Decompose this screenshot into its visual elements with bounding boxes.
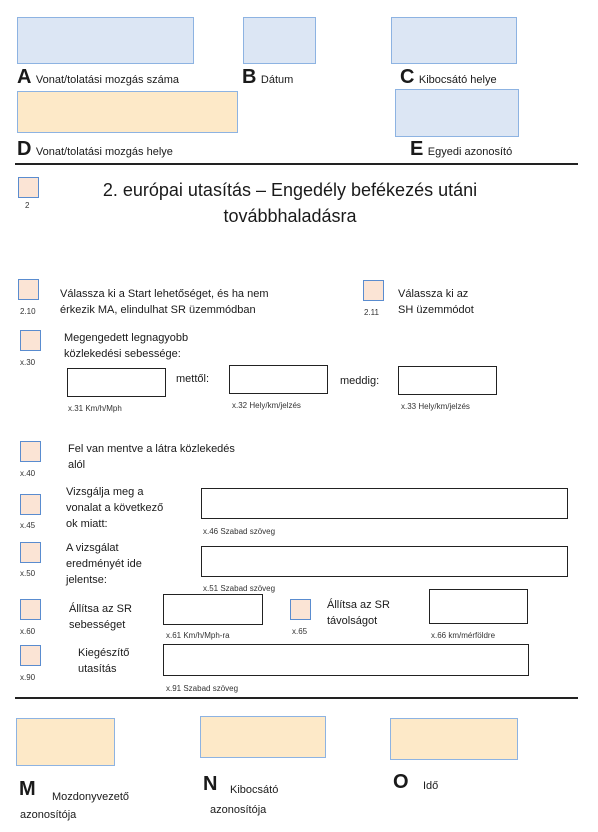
checkbox-x50[interactable] xyxy=(20,542,41,563)
x50-line-3: jelentse: xyxy=(66,574,107,586)
label-m xyxy=(18,788,129,824)
label-m-line-2: azonosítója xyxy=(20,809,77,821)
label-c-text: Kibocsátó helye xyxy=(418,74,497,86)
field-c-issuer-location[interactable] xyxy=(391,17,517,64)
speed-to-input[interactable] xyxy=(398,366,497,395)
x50-line-1: A vizsgálat xyxy=(66,542,119,554)
label-m-line-1: Mozdonyvezető xyxy=(52,791,130,803)
field-x66-label: x.66 km/mérföldre xyxy=(431,631,496,640)
label-a xyxy=(17,66,179,89)
label-e xyxy=(410,138,512,161)
checkbox-x65[interactable] xyxy=(290,599,311,620)
label-d xyxy=(17,138,173,161)
code-2-11: 2.11 xyxy=(364,308,379,317)
x90-line-2: utasítás xyxy=(78,663,117,675)
field-b-date[interactable] xyxy=(243,17,316,64)
checkbox-x40[interactable] xyxy=(20,441,41,462)
letter-e: E xyxy=(410,138,424,160)
speed-from-input[interactable] xyxy=(229,365,328,394)
label-b-text: Dátum xyxy=(260,74,294,86)
option-2-10-line-1: Válassza ki a Start lehetőséget, és ha nem xyxy=(60,288,269,300)
x40-line-2: alól xyxy=(68,459,86,471)
field-x61-label: x.61 Km/h/Mph-ra xyxy=(166,631,230,640)
checkbox-x90[interactable] xyxy=(20,645,41,666)
label-c xyxy=(400,66,497,89)
from-label: mettől: xyxy=(176,373,210,385)
checkbox-2-11[interactable] xyxy=(363,280,384,301)
x90-line-1: Kiegészítő xyxy=(78,647,130,659)
title-line-2: továbbhaladásra xyxy=(223,206,357,226)
label-n xyxy=(210,780,278,820)
x60-text xyxy=(69,601,132,633)
form-title xyxy=(60,177,520,229)
speed-line-2: közlekedési sebessége: xyxy=(64,348,181,360)
x66-distance-input[interactable] xyxy=(429,589,528,624)
code-x40: x.40 xyxy=(20,469,36,478)
option-2-10-line-2: érkezik MA, elindulhat SR üzemmódban xyxy=(60,304,256,316)
title-line-1: 2. európai utasítás – Engedély befékezés utáni xyxy=(102,180,478,200)
x91-text-input[interactable] xyxy=(163,644,529,676)
x90-text xyxy=(78,645,129,677)
label-b xyxy=(242,66,293,89)
option-2-10-text xyxy=(60,286,269,318)
field-x91-label: x.91 Szabad szöveg xyxy=(166,684,239,693)
checkbox-2-10[interactable] xyxy=(18,279,39,300)
code-x65: x.65 xyxy=(292,627,308,636)
option-2-11-text xyxy=(398,286,474,318)
field-n-issuer-id[interactable] xyxy=(200,716,326,758)
label-o: Idő xyxy=(423,780,439,792)
x40-text xyxy=(68,441,235,473)
x50-text xyxy=(66,540,142,588)
x60-line-2: sebességet xyxy=(69,619,126,631)
x45-text xyxy=(66,484,163,532)
field-x31-label: x.31 Km/h/Mph xyxy=(68,404,122,413)
label-e-text: Egyedi azonosító xyxy=(427,146,513,158)
x40-line-1: Fel van mentve a látra közlekedés xyxy=(68,443,235,455)
field-d-movement-location[interactable] xyxy=(17,91,238,133)
code-x90: x.90 xyxy=(20,673,36,682)
letter-m: M xyxy=(19,778,36,800)
divider-top xyxy=(15,163,578,165)
speed-line-1: Megengedett legnagyobb xyxy=(64,332,189,344)
letter-n: N xyxy=(203,773,218,795)
x45-line-2: vonalat a következő xyxy=(66,502,164,514)
code-x45: x.45 xyxy=(20,521,36,530)
field-e-unique-id[interactable] xyxy=(395,89,519,137)
field-a-train-number[interactable] xyxy=(17,17,194,64)
x65-line-2: távolságot xyxy=(327,615,378,627)
field-x51-label: x.51 Szabad szöveg xyxy=(203,584,276,593)
option-2-11-line-1: Válassza ki az xyxy=(398,288,469,300)
x45-line-3: ok miatt: xyxy=(66,518,108,530)
field-x46-label: x.46 Szabad szöveg xyxy=(203,527,276,536)
x65-text xyxy=(327,597,390,629)
field-m-driver-id[interactable] xyxy=(16,718,115,766)
letter-b: B xyxy=(242,66,257,88)
field-x33-label: x.33 Hely/km/jelzés xyxy=(401,402,470,411)
label-d-text: Vonat/tolatási mozgás helye xyxy=(35,146,173,158)
code-x30: x.30 xyxy=(20,358,36,367)
x50-line-2: eredményét ide xyxy=(66,558,142,570)
option-2-11-line-2: SH üzemmódot xyxy=(398,304,474,316)
x60-line-1: Állítsa az SR xyxy=(69,603,132,615)
x51-text-input[interactable] xyxy=(201,546,568,577)
x45-line-1: Vizsgálja meg a xyxy=(66,486,144,498)
code-2: 2 xyxy=(25,201,30,210)
checkbox-2[interactable] xyxy=(18,177,39,198)
x46-text-input[interactable] xyxy=(201,488,568,519)
checkbox-x60[interactable] xyxy=(20,599,41,620)
letter-o: O xyxy=(393,771,409,793)
x65-line-1: Állítsa az SR xyxy=(327,599,390,611)
label-a-text: Vonat/tolatási mozgás száma xyxy=(35,74,179,86)
speed-text xyxy=(64,330,188,362)
x61-speed-input[interactable] xyxy=(163,594,263,625)
code-2-10: 2.10 xyxy=(20,307,36,316)
label-n-line-2: azonosítója xyxy=(210,804,267,816)
code-x60: x.60 xyxy=(20,627,36,636)
letter-a: A xyxy=(17,66,32,88)
letter-d: D xyxy=(17,138,32,160)
checkbox-x45[interactable] xyxy=(20,494,41,515)
label-n-line-1: Kibocsátó xyxy=(230,784,279,796)
field-x32-label: x.32 Hely/km/jelzés xyxy=(232,401,301,410)
code-x50: x.50 xyxy=(20,569,36,578)
to-label: meddig: xyxy=(340,375,380,387)
letter-c: C xyxy=(400,66,415,88)
checkbox-x30[interactable] xyxy=(20,330,41,351)
speed-value-input[interactable] xyxy=(67,368,166,397)
field-o-time[interactable] xyxy=(390,718,518,760)
divider-bottom xyxy=(15,697,578,699)
